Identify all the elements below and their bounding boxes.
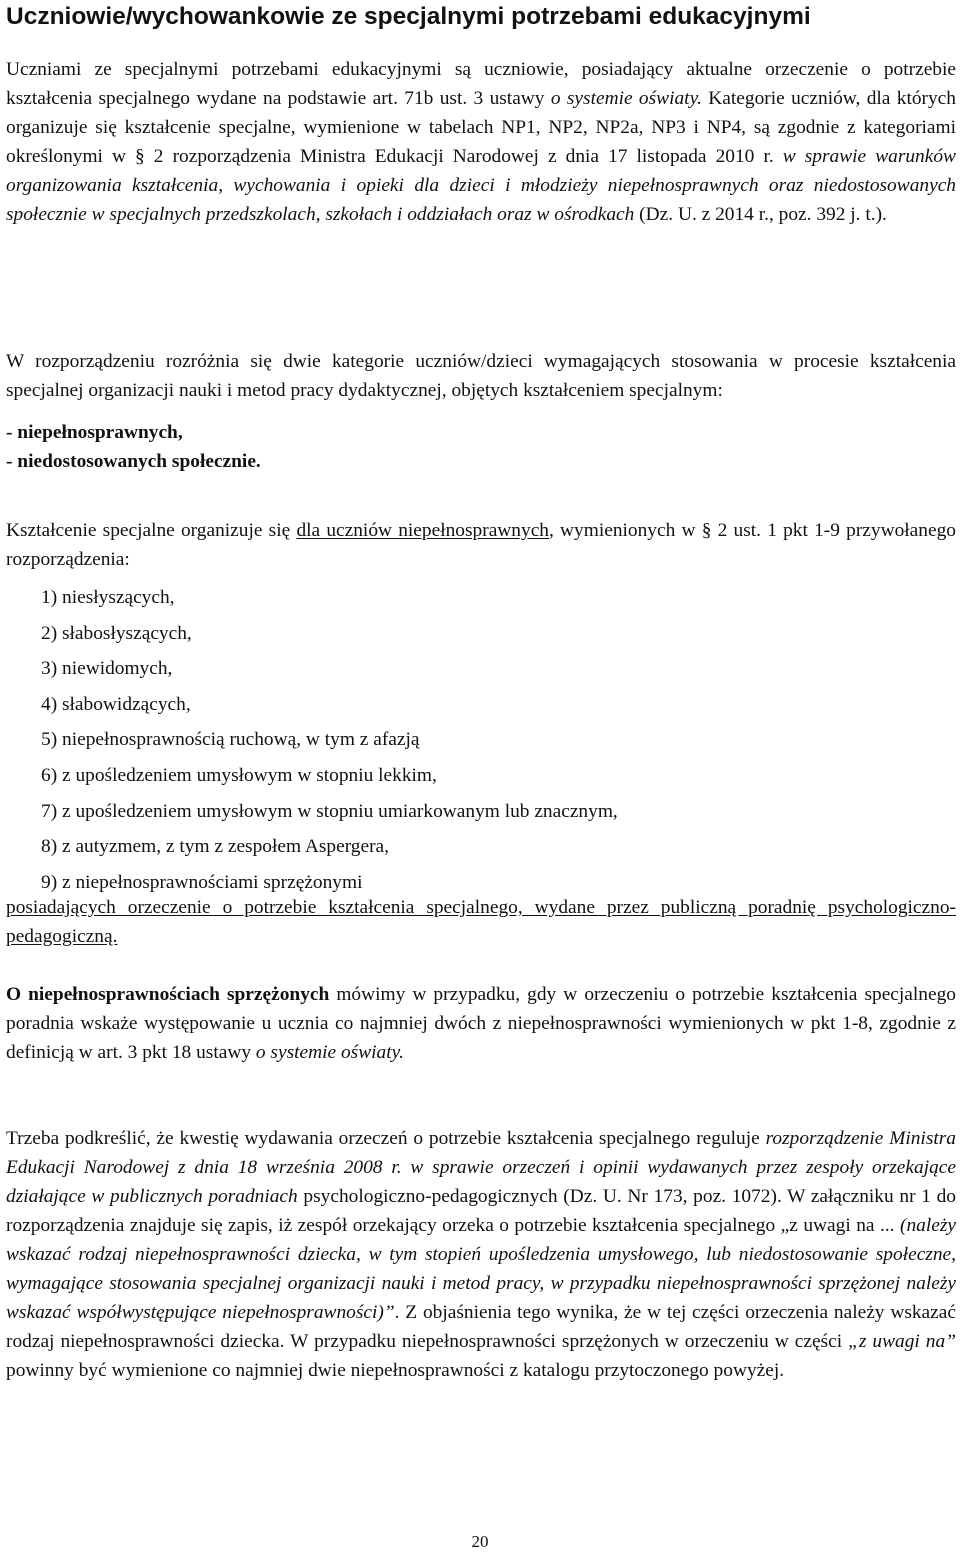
special-education-paragraph bbox=[6, 516, 956, 574]
closing-regulation-title: rozporządzenie Ministra Edukacji Narodowej z dnia 18 września 2008 r. w sprawie orzeczeń i opinii wydawanych przez zespoły orzekające działające w publicznych poradniach bbox=[6, 1128, 956, 1207]
closing-text-3: . Z objaśnienia tego wynika, że w tej części orzeczenia należy wskazać rodzaj niepełnosprawności dziecka. W przypadku niepełnosprawności sprzężonych w orzeczeniu w części bbox=[6, 1302, 956, 1352]
category-item-maladjusted: - niedostosowanych społecznie. bbox=[6, 451, 261, 472]
closing-quote-body: (należy wskazać rodzaj niepełnosprawności dziecka, w tym stopień upośledzenia umysłowego, lub niedostosowanie społeczne, wymagające stosowania specjalnej organizacji nauki i metod pracy, w przypadku niepełnosprawności sprzężonej należy wskazać współwystępujące niepełnosprawności)” bbox=[6, 1215, 956, 1323]
coupled-act-title: o systemie oświaty. bbox=[255, 1042, 404, 1063]
categories-intro-text: Kategorie uczniów, dla których organizuje się kształcenie specjalne, wymienione w tabelach NP1, NP2, NP2a, NP3 i NP4, są zgodnie z kategoriami określonymi w § 2 rozporządzenia Ministra Edukacji Narodowej z dnia 17 listopada 2010 r. bbox=[6, 88, 956, 167]
closing-quote-open: „z uwagi na ... bbox=[780, 1215, 895, 1236]
regulation-title: w sprawie warunków organizowania kształcenia, wychowania i opieki dla dzieci i młodzieży niepełnosprawnych oraz niedostosowanych społecznie w specjalnych przedszkolach, szkołach i oddziałach oraz w ośrodkach bbox=[6, 146, 956, 225]
special-underlined-text: dla uczniów niepełnosprawnych bbox=[296, 520, 549, 541]
category-item-disabled: - niepełnosprawnych, bbox=[6, 422, 183, 443]
intro-text: Uczniami ze specjalnymi potrzebami edukacyjnymi są uczniowie, posiadający aktualne orzeczenie o potrzebie kształcenia specjalnego wydane na podstawie art. 71b ust. 3 ustawy bbox=[6, 59, 956, 109]
special-tail-text: , wymienionych w § 2 ust. 1 pkt 1-9 przywołanego rozporządzenia: bbox=[6, 520, 956, 570]
intro-section bbox=[6, 55, 956, 229]
disability-list bbox=[41, 580, 618, 900]
list-item: 4) słabowidzących, bbox=[41, 693, 191, 715]
coupled-term: O niepełnosprawnościach sprzężonych bbox=[6, 984, 330, 1005]
list-item: 2) słabosłyszących, bbox=[41, 622, 192, 644]
page-number: 20 bbox=[471, 1532, 489, 1551]
closing-text-4: powinny być wymienione co najmniej dwie niepełnosprawności z katalogu przytoczonego powyżej. bbox=[6, 1360, 785, 1381]
categories-paragraph: W rozporządzeniu rozróżnia się dwie kategorie uczniów/dzieci wymagających stosowania w procesie kształcenia specjalnej organizacji nauki i metod pracy dydaktycznej, objętych kształceniem specjalnym: bbox=[6, 351, 956, 401]
coupled-paragraph bbox=[6, 980, 956, 1067]
closing-paragraph bbox=[6, 1124, 956, 1385]
intro-act-title: o systemie oświaty. bbox=[550, 88, 702, 109]
list-item: 6) z upośledzeniem umysłowym w stopniu lekkim, bbox=[41, 764, 437, 786]
list-item: 3) niewidomych, bbox=[41, 658, 173, 680]
closing-text-1: Trzeba podkreślić, że kwestię wydawania orzeczeń o potrzebie kształcenia specjalnego reguluje bbox=[6, 1128, 766, 1149]
coupled-disabilities-section bbox=[6, 980, 956, 1067]
intro-paragraph bbox=[6, 55, 956, 229]
list-item: 7) z upośledzeniem umysłowym w stopniu umiarkowanym lub znacznym, bbox=[41, 800, 618, 822]
page-title: Uczniowie/wychowankowie ze specjalnymi potrzebami edukacyjnymi bbox=[6, 3, 811, 30]
holding-paragraph: posiadających orzeczenie o potrzebie kształcenia specjalnego, wydane przez publiczną poradnię psychologiczno-pedagogiczną. bbox=[6, 897, 956, 947]
closing-section bbox=[6, 1124, 956, 1385]
list-item: 8) z autyzmem, z tym z zespołem Aspergera, bbox=[41, 836, 390, 858]
list-item: 1) niesłyszących, bbox=[41, 587, 175, 608]
list-item: 9) z niepełnosprawnościami sprzężonymi bbox=[41, 871, 363, 893]
categories-section bbox=[6, 347, 956, 476]
special-education-section bbox=[6, 516, 956, 574]
closing-quote-short: „z uwagi na” bbox=[848, 1331, 956, 1352]
closing-text-2: psychologiczno-pedagogicznych (Dz. U. Nr 173, poz. 1072). W załączniku nr 1 do rozporządzenia znajduje się zapis, iż zespół orzekający orzeka o potrzebie kształcenia specjalnego bbox=[6, 1186, 956, 1236]
coupled-text: mówimy w przypadku, gdy w orzeczeniu o potrzebie kształcenia specjalnego poradnia wskaże występowanie u ucznia co najmniej dwóch z niepełnosprawności wymienionych w pkt 1-8, zgodnie z definicją w art. 3 pkt 18 ustawy bbox=[6, 984, 956, 1063]
regulation-reference: (Dz. U. z 2014 r., poz. 392 j. t.). bbox=[634, 204, 887, 225]
holding-section bbox=[6, 893, 956, 951]
special-lead-text: Kształcenie specjalne organizuje się bbox=[6, 520, 297, 541]
list-item: 5) niepełnosprawnością ruchową, w tym z afazją bbox=[41, 729, 420, 751]
